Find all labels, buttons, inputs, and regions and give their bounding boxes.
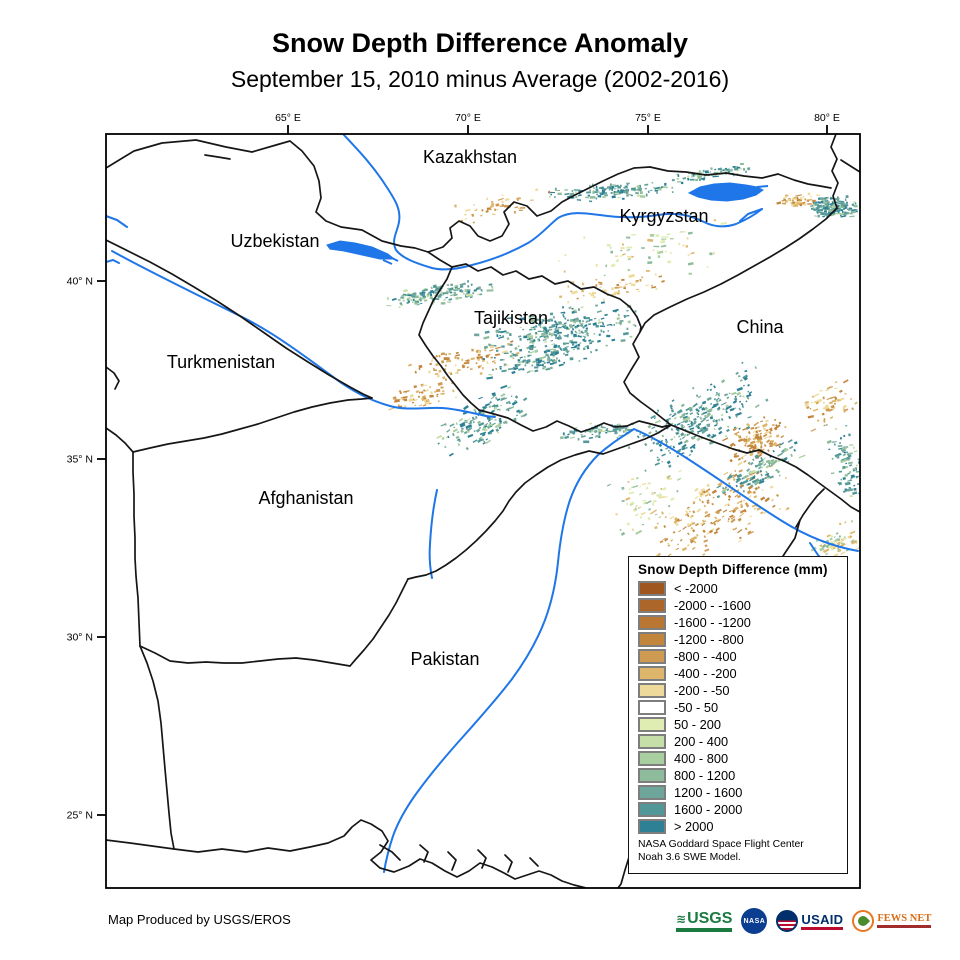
legend-entry bbox=[638, 580, 840, 597]
legend-entry-label: -1600 - -1200 bbox=[674, 615, 751, 630]
fewsnet-seal-icon bbox=[852, 910, 874, 932]
country-label-uzbekistan: Uzbekistan bbox=[230, 231, 320, 251]
legend-swatch bbox=[638, 615, 666, 630]
left-axis-label: 40° N bbox=[66, 275, 93, 288]
usaid-logo-text: USAID bbox=[801, 911, 844, 927]
top-axis-label: 80° E bbox=[814, 112, 840, 124]
lake-tail bbox=[757, 186, 768, 187]
logo-strip bbox=[676, 903, 932, 939]
legend-swatch bbox=[638, 751, 666, 766]
legend-entry bbox=[638, 784, 840, 801]
legend-entry bbox=[638, 614, 840, 631]
top-axis-label: 65° E bbox=[275, 112, 301, 124]
legend-rows bbox=[638, 580, 840, 835]
legend-entry-label: > 2000 bbox=[674, 819, 714, 834]
legend-entry-label: 1200 - 1600 bbox=[674, 785, 743, 800]
legend-swatch bbox=[638, 649, 666, 664]
legend-swatch bbox=[638, 598, 666, 613]
legend-footnote-line2: Noah 3.6 SWE Model. bbox=[638, 852, 741, 863]
legend-entry bbox=[638, 631, 840, 648]
legend-swatch bbox=[638, 802, 666, 817]
top-axis-label: 75° E bbox=[635, 112, 661, 124]
usgs-wave-icon: ≋ bbox=[676, 911, 687, 926]
legend-entry-label: -200 - -50 bbox=[674, 683, 730, 698]
legend-entry-label: 400 - 800 bbox=[674, 751, 729, 766]
map-credit: Map Produced by USGS/EROS bbox=[108, 912, 291, 927]
country-label-afghanistan: Afghanistan bbox=[258, 488, 354, 508]
page-subtitle: September 15, 2010 minus Average (2002-2016) bbox=[230, 66, 730, 92]
legend-entry-label: 800 - 1200 bbox=[674, 768, 736, 783]
fewsnet-tagline-bar bbox=[877, 925, 931, 928]
legend-entry bbox=[638, 733, 840, 750]
page-title: Snow Depth Difference Anomaly bbox=[271, 28, 689, 58]
legend-entry bbox=[638, 682, 840, 699]
legend-swatch bbox=[638, 717, 666, 732]
legend-entry-label: 1600 - 2000 bbox=[674, 802, 743, 817]
legend-entry-label: 50 - 200 bbox=[674, 717, 721, 732]
legend-entry-label: -50 - 50 bbox=[674, 700, 719, 715]
country-label-pakistan: Pakistan bbox=[410, 649, 480, 669]
legend-swatch bbox=[638, 666, 666, 681]
usgs-logo bbox=[676, 911, 732, 932]
legend-entry bbox=[638, 767, 840, 784]
legend-swatch bbox=[638, 785, 666, 800]
legend-entry bbox=[638, 597, 840, 614]
legend-entry bbox=[638, 716, 840, 733]
legend-swatch bbox=[638, 734, 666, 749]
top-axis-label: 70° E bbox=[455, 112, 481, 124]
usgs-logo-text: USGS bbox=[687, 909, 733, 927]
left-axis-label: 30° N bbox=[66, 631, 93, 644]
legend-entry-label: 200 - 400 bbox=[674, 734, 729, 749]
legend-footnote-line1: NASA Goddard Space Flight Center bbox=[638, 839, 804, 850]
legend-entry bbox=[638, 648, 840, 665]
legend-entry bbox=[638, 801, 840, 818]
legend-entry-label: -2000 - -1600 bbox=[674, 598, 751, 613]
legend-entry-label: -1200 - -800 bbox=[674, 632, 744, 647]
legend-entry bbox=[638, 818, 840, 835]
map-legend bbox=[628, 556, 848, 874]
legend-entry-label: -400 - -200 bbox=[674, 666, 737, 681]
usgs-tagline-bar bbox=[676, 928, 732, 932]
legend-swatch bbox=[638, 700, 666, 715]
country-label-kyrgyzstan: Kyrgyzstan bbox=[619, 206, 709, 226]
left-axis-label: 35° N bbox=[66, 453, 93, 466]
legend-swatch bbox=[638, 581, 666, 596]
fewsnet-logo bbox=[852, 910, 931, 932]
legend-entry-label: -800 - -400 bbox=[674, 649, 737, 664]
nasa-logo: NASA bbox=[741, 908, 767, 934]
left-axis-label: 25° N bbox=[66, 809, 93, 822]
legend-entry bbox=[638, 665, 840, 682]
legend-swatch bbox=[638, 768, 666, 783]
country-label-china: China bbox=[736, 317, 784, 337]
fewsnet-logo-text: FEWS NET bbox=[877, 912, 932, 924]
usaid-logo bbox=[776, 910, 843, 932]
legend-swatch bbox=[638, 819, 666, 834]
legend-footnote bbox=[638, 838, 840, 864]
legend-entry-label: < -2000 bbox=[674, 581, 718, 596]
country-label-tajikistan: Tajikistan bbox=[473, 308, 549, 328]
legend-swatch bbox=[638, 632, 666, 647]
legend-title: Snow Depth Difference (mm) bbox=[638, 562, 828, 577]
usaid-seal-icon bbox=[776, 910, 798, 932]
usaid-tagline-bar bbox=[801, 927, 843, 930]
legend-swatch bbox=[638, 683, 666, 698]
country-label-turkmenistan: Turkmenistan bbox=[166, 352, 276, 372]
legend-entry bbox=[638, 699, 840, 716]
country-label-kazakhstan: Kazakhstan bbox=[422, 147, 518, 167]
legend-entry bbox=[638, 750, 840, 767]
